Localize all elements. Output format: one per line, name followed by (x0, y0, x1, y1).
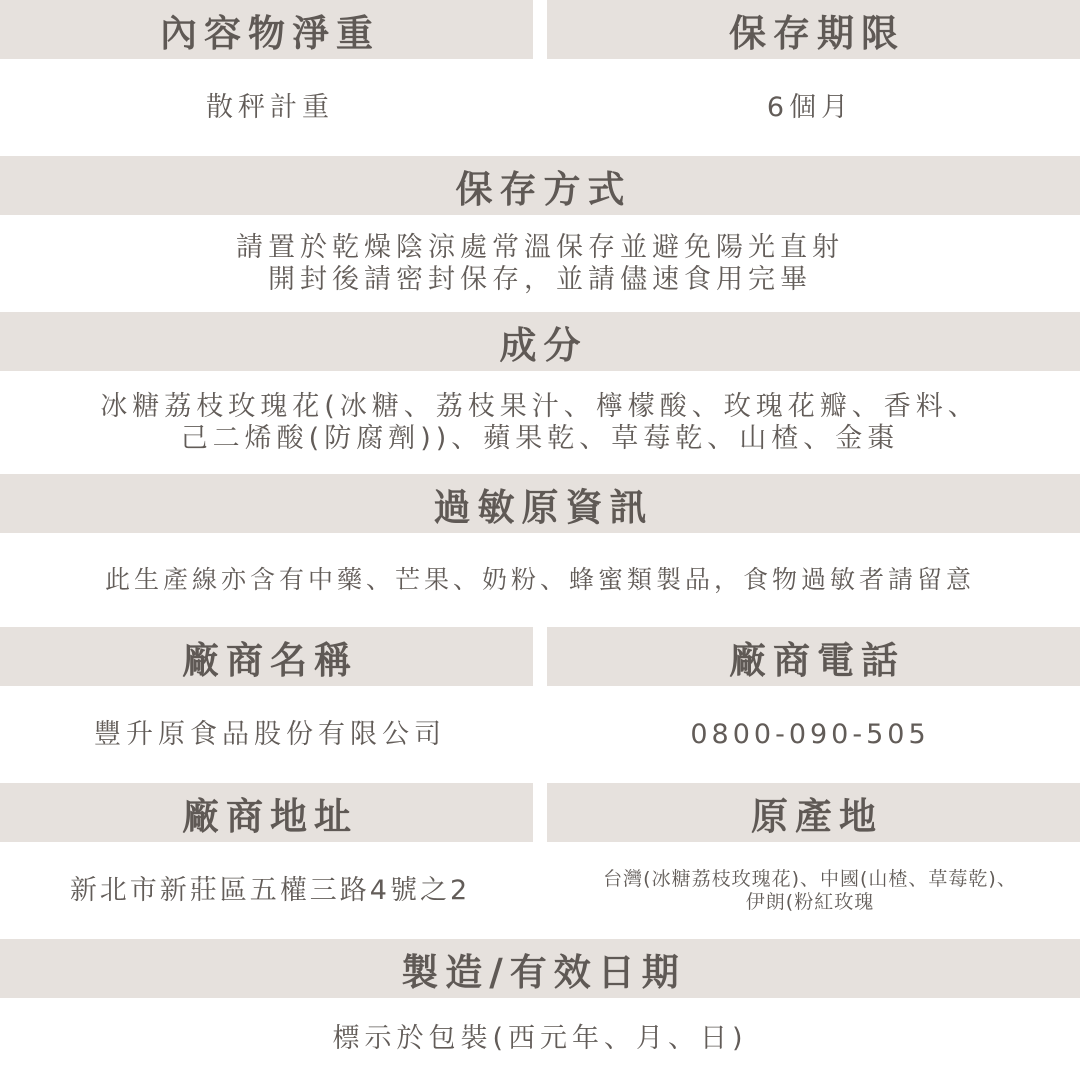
dates-value: 標示於包裝(西元年、月、日) (332, 1023, 748, 1054)
storage-line-1: 請置於乾燥陰涼處常溫保存並避免陽光直射 (236, 231, 844, 263)
phone-value: 0800-090-505 (690, 718, 930, 750)
address-header: 廠商地址 (0, 783, 533, 842)
origin-value (540, 842, 1080, 939)
manufacturer-value: 豐升原食品股份有限公司 (94, 718, 446, 750)
origin-line-1: 台灣(冰糖荔枝玫瑰花)、中國(山楂、草莓乾)、 (603, 867, 1017, 890)
origin-header: 原產地 (547, 783, 1080, 842)
storage-value (0, 215, 1080, 312)
ingredients-value (0, 371, 1080, 474)
origin-line-2: 伊朗(粉紅玫瑰 (745, 890, 875, 913)
address-value: 新北市新莊區五權三路4號之2 (69, 874, 471, 906)
ingredients-line-1: 冰糖荔枝玫瑰花(冰糖、荔枝果汁、檸檬酸、玫瑰花瓣、香料、 (100, 390, 980, 422)
storage-line-2: 開封後請密封保存，並請儘速食用完畢 (268, 263, 812, 295)
allergen-value: 此生產線亦含有中藥、芒果、奶粉、蜂蜜類製品，食物過敏者請留意 (104, 565, 975, 594)
shelf-life-value: 6個月 (766, 91, 854, 123)
ingredients-line-2: 己二烯酸(防腐劑))、蘋果乾、草莓乾、山楂、金棗 (180, 422, 900, 454)
dates-header: 製造/有效日期 (0, 939, 1080, 998)
storage-header: 保存方式 (0, 156, 1080, 215)
manufacturer-header: 廠商名稱 (0, 627, 533, 686)
net-weight-header: 內容物淨重 (0, 0, 533, 59)
ingredients-header: 成分 (0, 312, 1080, 371)
allergen-header: 過敏原資訊 (0, 474, 1080, 533)
phone-header: 廠商電話 (547, 627, 1080, 686)
net-weight-value: 散秤計重 (206, 91, 334, 123)
shelf-life-header: 保存期限 (547, 0, 1080, 59)
